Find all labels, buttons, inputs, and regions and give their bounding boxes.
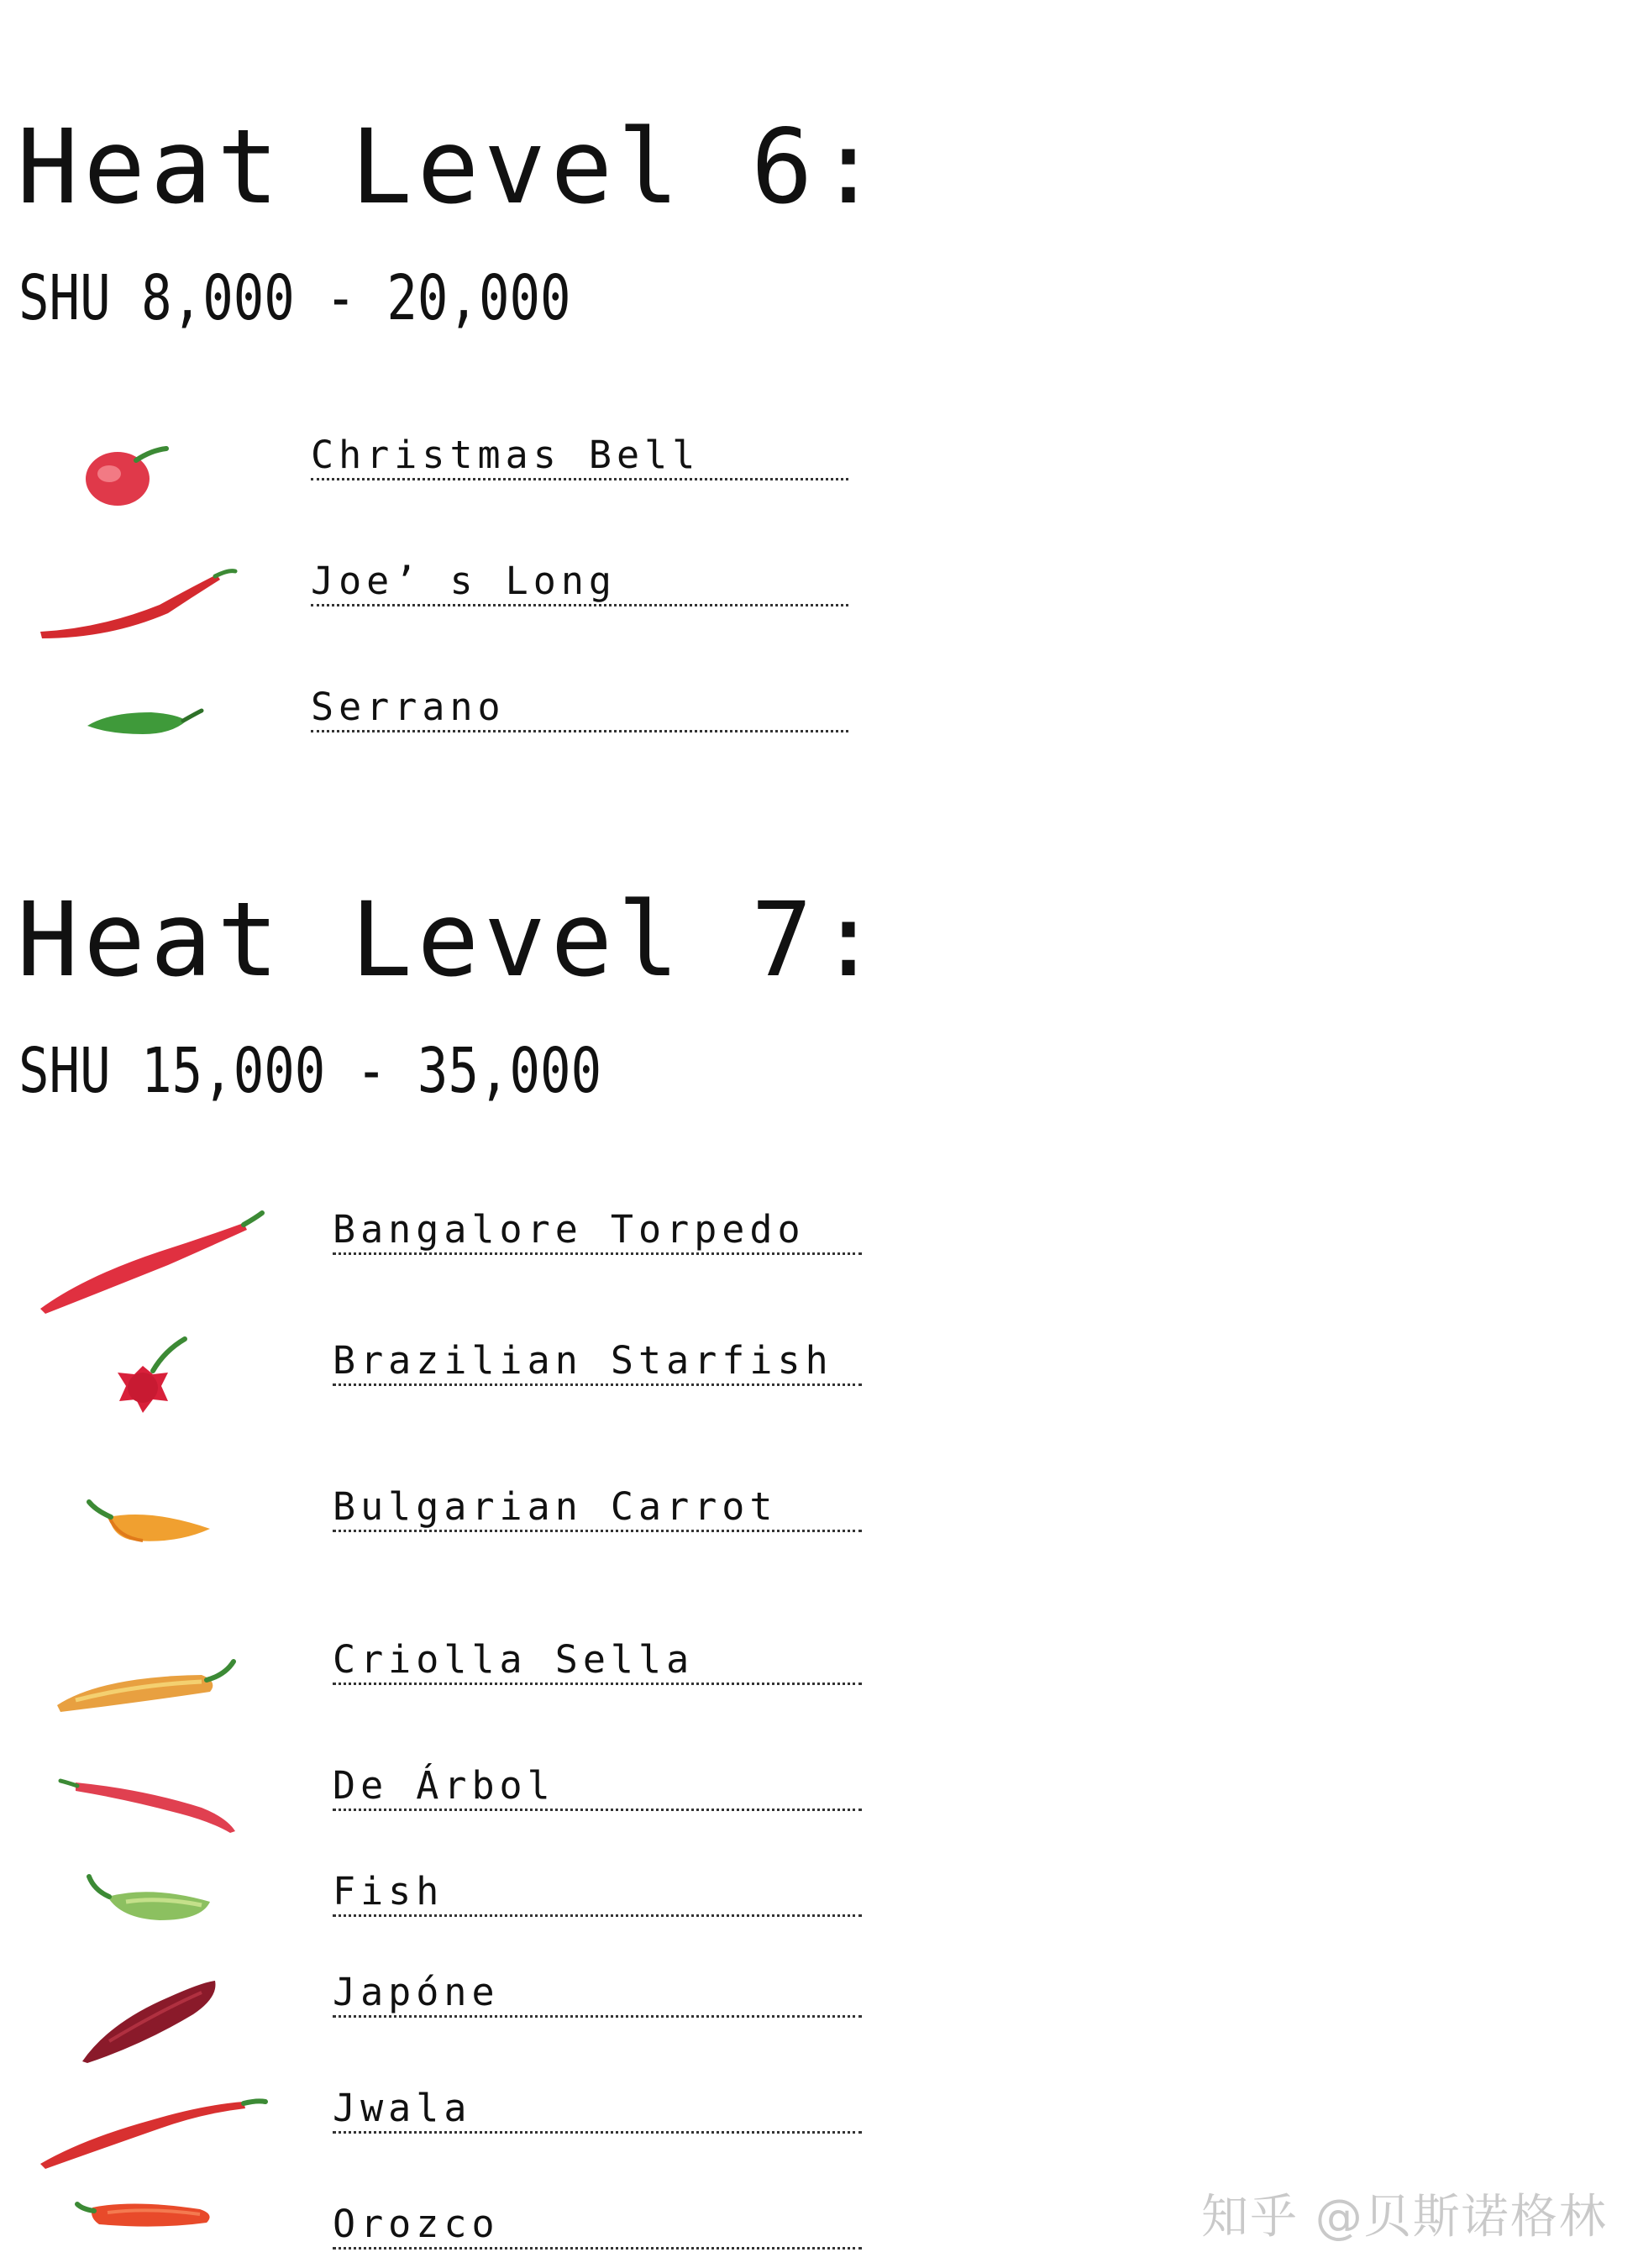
light-green-pepper-icon bbox=[84, 1868, 227, 1944]
dotted-rule bbox=[333, 1383, 862, 1386]
dotted-rule bbox=[333, 1683, 862, 1685]
dotted-rule bbox=[333, 2015, 862, 2018]
pepper-row-jwala bbox=[0, 2063, 924, 2134]
dotted-rule bbox=[333, 1914, 862, 1917]
pepper-name: Criolla Sella bbox=[333, 1637, 695, 1682]
pepper-row-bulgarian-carrot bbox=[0, 1462, 924, 1532]
pepper-name: Serrano bbox=[311, 685, 506, 729]
long-thin-pepper-icon bbox=[34, 554, 244, 647]
pepper-row-de-arbol bbox=[0, 1740, 924, 1811]
pepper-row-serrano bbox=[0, 664, 924, 732]
pepper-row-fish bbox=[0, 1846, 924, 1917]
pepper-row-japone bbox=[0, 1947, 924, 2018]
pepper-name: Brazilian Starfish bbox=[333, 1338, 833, 1383]
dotted-rule bbox=[333, 2131, 862, 2134]
dark-red-pepper-icon bbox=[76, 1964, 227, 2073]
pepper-row-criolla-sella bbox=[0, 1614, 924, 1685]
pepper-name: Jwala bbox=[333, 2086, 472, 2130]
pepper-name: Christmas Bell bbox=[311, 433, 701, 477]
pepper-name: Japóne bbox=[333, 1970, 500, 2014]
dotted-rule bbox=[333, 2247, 862, 2250]
long-curved-pepper-icon bbox=[34, 1201, 269, 1319]
pepper-row-bangalore-torpedo bbox=[0, 1184, 924, 1255]
thin-curved-pepper-icon bbox=[59, 1771, 244, 1838]
starfish-pepper-icon bbox=[101, 1332, 202, 1433]
dotted-rule bbox=[333, 1530, 862, 1532]
long-thin-pepper-icon bbox=[34, 2080, 269, 2172]
dotted-rule bbox=[311, 730, 848, 732]
pepper-row-orozco bbox=[0, 2179, 924, 2250]
pepper-name: Joe’ s Long bbox=[311, 559, 617, 603]
pepper-row-brazilian-starfish bbox=[0, 1315, 924, 1386]
shu-range-level-6: SHU 8,000 - 20,000 bbox=[18, 262, 571, 334]
pepper-name: Fish bbox=[333, 1869, 444, 1914]
dotted-rule bbox=[333, 1809, 862, 1811]
section-heading-level-7: Heat Level 7: bbox=[17, 880, 885, 1000]
dotted-rule bbox=[333, 1252, 862, 1255]
pepper-row-joes-long bbox=[0, 538, 924, 606]
yellow-pepper-icon bbox=[50, 1651, 244, 1719]
dotted-rule bbox=[311, 478, 848, 480]
orange-carrot-pepper-icon bbox=[84, 1495, 227, 1562]
pepper-name: Bulgarian Carrot bbox=[333, 1484, 778, 1529]
pepper-name: Orozco bbox=[333, 2202, 500, 2246]
small-green-pepper-icon bbox=[84, 697, 210, 748]
pepper-name: Bangalore Torpedo bbox=[333, 1207, 806, 1252]
short-red-pepper-icon bbox=[74, 2187, 225, 2246]
shu-range-level-7: SHU 15,000 - 35,000 bbox=[18, 1035, 602, 1107]
round-bell-pepper-icon bbox=[76, 438, 176, 514]
section-heading-level-6: Heat Level 6: bbox=[17, 108, 885, 227]
pepper-row-christmas-bell bbox=[0, 412, 924, 480]
pepper-name: De Árbol bbox=[333, 1763, 555, 1808]
dotted-rule bbox=[311, 604, 848, 606]
watermark: 知乎 @贝斯诺格林 bbox=[1201, 2190, 1608, 2244]
